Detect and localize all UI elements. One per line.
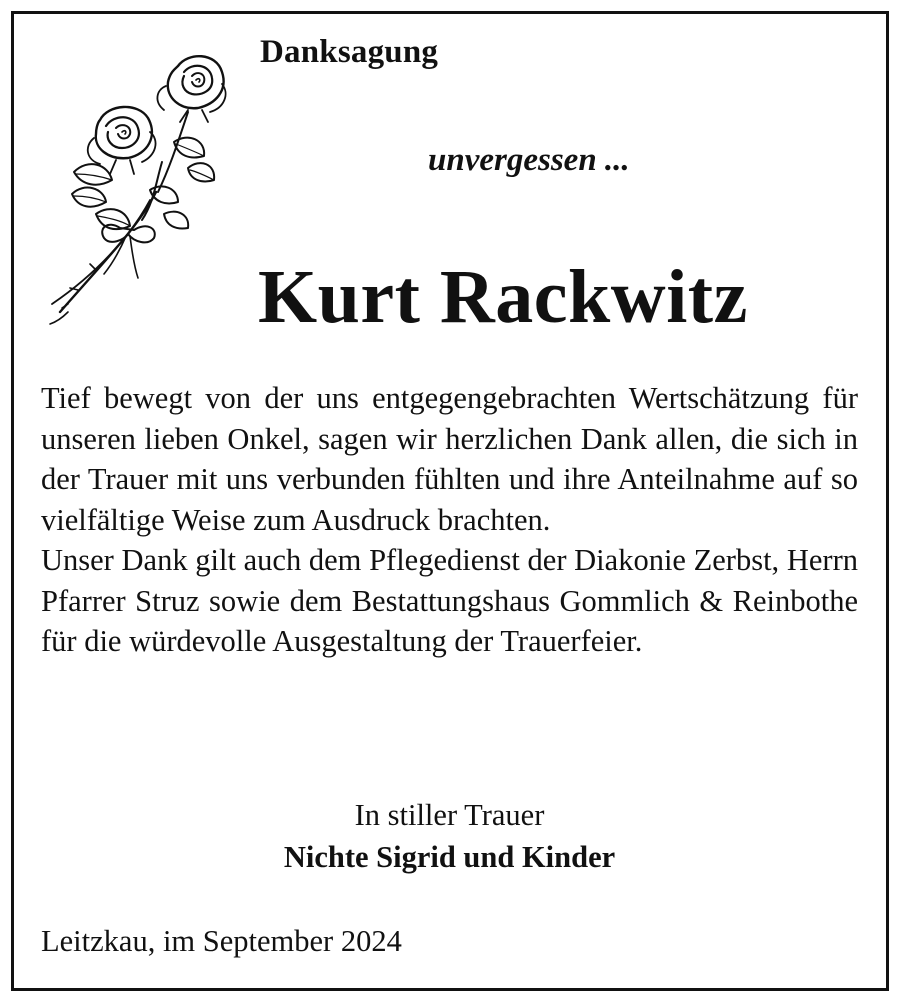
place-date: Leitzkau, im September 2024 [41,924,402,958]
notice-body [41,378,858,662]
closing-line: In stiller Trauer [354,798,545,832]
notice-subheading: unvergessen ... [428,142,630,178]
mourners-name: Nichte Sigrid und Kinder [283,840,616,874]
deceased-name: Kurt Rackwitz [258,255,748,339]
notice-heading: Danksagung [260,34,439,70]
body-paragraph: Unser Dank gilt auch dem Pflegedienst der Diakonie Zerbst, Herrn Pfarrer Struz sowie dem Bestattungshaus Gommlich & Reinbothe für die würdevolle Ausgestaltung der Trauerfeier. [41,543,858,658]
body-paragraph: Tief bewegt von der uns entgegengebrachten Wertschätzung für unseren lieben Onkel, sagen wir herzlichen Dank allen, die sich in der Trauer mit uns verbunden fühlten und ihre Anteilnahme auf so vielfältige Weise zum Ausdruck brachten. [41,381,858,537]
roses-icon [38,42,228,327]
